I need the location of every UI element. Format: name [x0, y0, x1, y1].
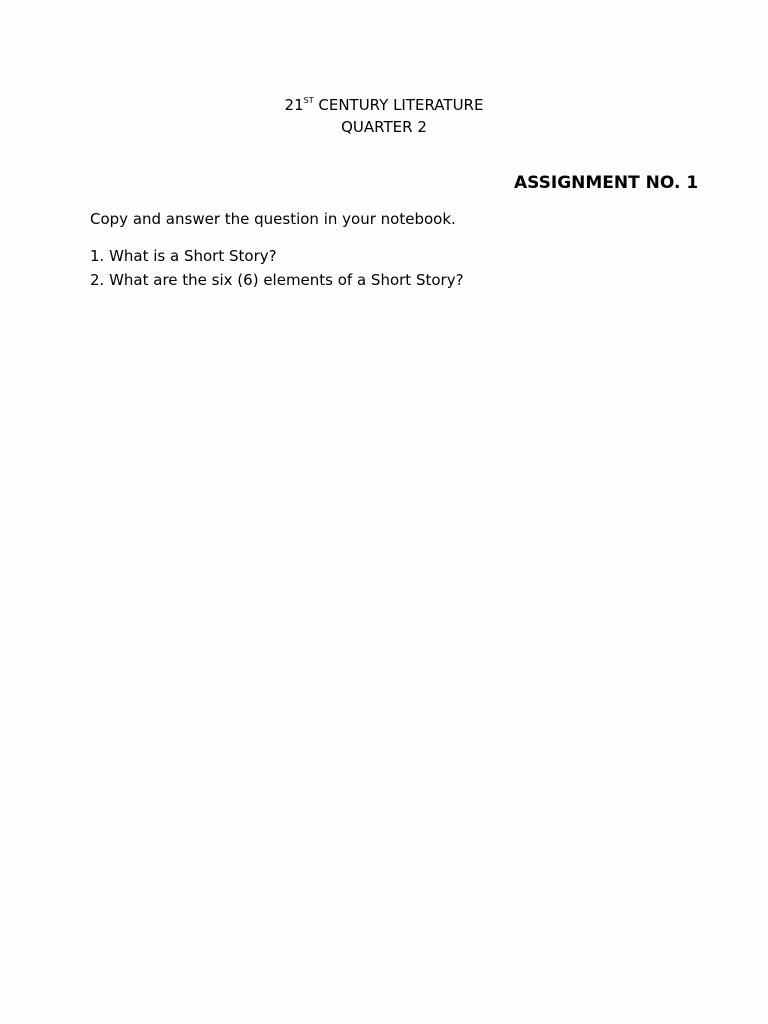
course-suffix: ST: [303, 96, 314, 105]
instruction-text: Copy and answer the question in your notebook.: [90, 210, 456, 228]
document-header: [0, 94, 768, 138]
course-number: 21: [284, 96, 304, 114]
question-list: [90, 244, 464, 292]
course-name: CENTURY LITERATURE: [313, 96, 484, 114]
question-item: 1. What is a Short Story?: [90, 247, 277, 265]
quarter-label: QUARTER 2: [341, 118, 427, 136]
course-title: [0, 94, 768, 116]
question-item: 2. What are the six (6) elements of a Short Story?: [90, 271, 464, 289]
assignment-title: ASSIGNMENT NO. 1: [514, 173, 699, 193]
